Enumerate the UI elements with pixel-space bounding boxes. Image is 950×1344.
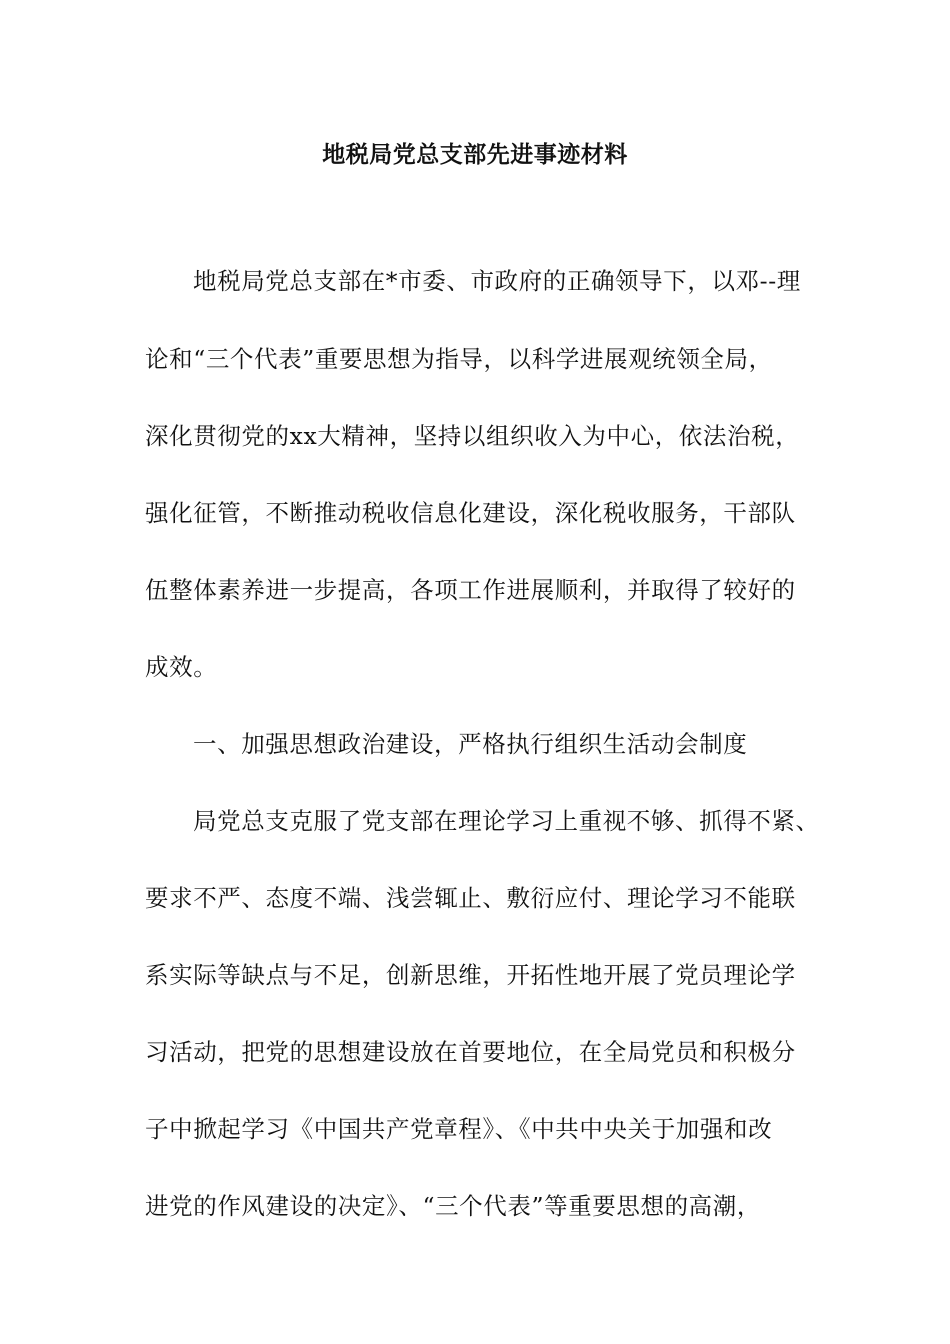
paragraph-2-line-3: 系实际等缺点与不足，创新思维，开拓性地开展了党员理论学 (145, 961, 796, 989)
paragraph-2-line-1: 局党总支克服了党支部在理论学习上重视不够、抓得不紧、 (193, 807, 820, 835)
paragraph-2-line-5: 子中掀起学习《中国共产党章程》、《中共中央关于加强和改 (145, 1115, 773, 1143)
paragraph-2-line-2: 要求不严、态度不端、浅尝辄止、敷衍应付、理论学习不能联 (145, 884, 796, 912)
paragraph-1-line-5: 伍整体素养进一步提高，各项工作进展顺利，并取得了较好的 (145, 576, 796, 604)
paragraph-2-line-6: 进党的作风建设的决定》、“三个代表”等重要思想的高潮， (145, 1192, 761, 1220)
document-title: 地税局党总支部先进事迹材料 (322, 141, 628, 168)
paragraph-1-line-3: 深化贯彻党的xx大精神，坚持以组织收入为中心，依法治税， (145, 422, 800, 450)
paragraph-1-line-2: 论和“三个代表”重要思想为指导，以科学进展观统领全局， (145, 345, 773, 373)
paragraph-1-line-1: 地税局党总支部在*市委、市政府的正确领导下，以邓--理 (193, 267, 801, 295)
paragraph-1-line-6: 成效。 (145, 653, 218, 681)
section-heading-1: 一、加强思想政治建设，严格执行组织生活动会制度 (193, 730, 748, 758)
paragraph-1-line-4: 强化征管，不断推动税收信息化建设，深化税收服务，干部队 (145, 499, 796, 527)
paragraph-2-line-4: 习活动，把党的思想建设放在首要地位，在全局党员和积极分 (145, 1038, 796, 1066)
